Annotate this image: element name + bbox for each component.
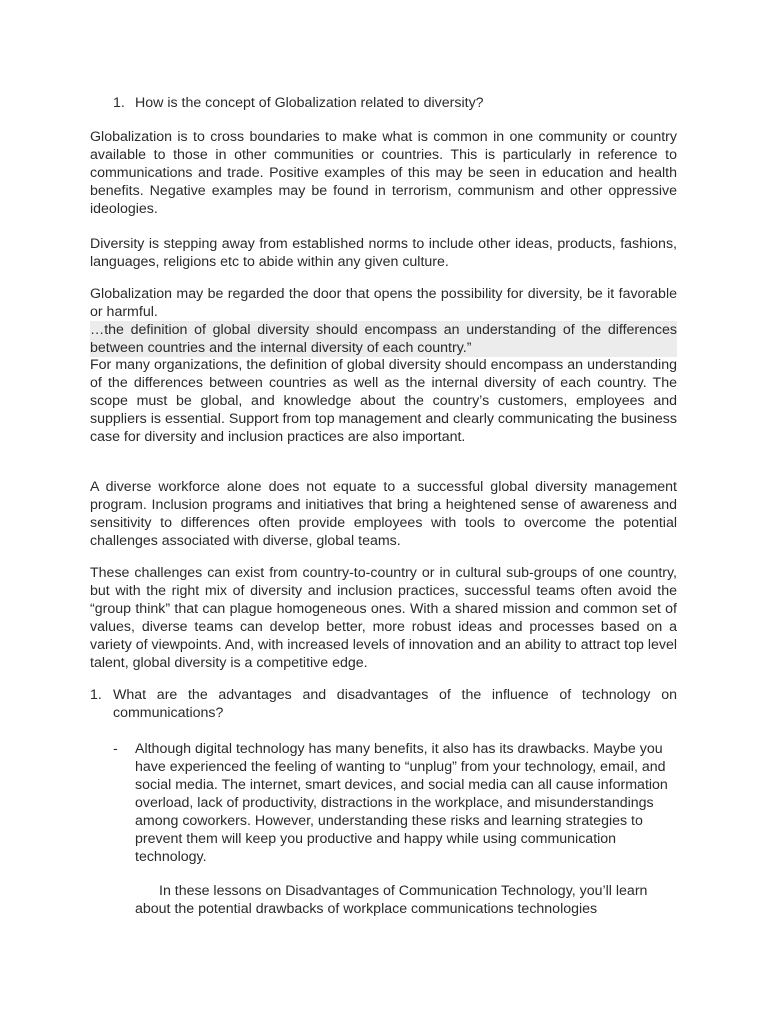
paragraph-workforce: A diverse workforce alone does not equate to a successful global diversity management program. Inclusion programs and initiatives that bring a heightened sense of awareness and sensitivity to differences often provide employees with tools to overcome the potential challenges associated with diverse, global teams. [90, 479, 677, 549]
question-1 [113, 94, 673, 112]
question-2-text: What are the advantages and disadvantages of the influence of technology on communications? [113, 687, 677, 721]
question-1-number: 1. [113, 95, 125, 111]
paragraph-challenges: These challenges can exist from country-to-country or in cultural sub-groups of one country, but with the right mix of diversity and inclusion practices, successful teams often avoid the “group think” that can plague homogeneous ones. With a shared mission and common set of values, diverse teams can develop better, more robust ideas and processes based on a variety of viewpoints. And, with increased levels of innovation and an ability to attract top level talent, global diversity is a competitive edge. [90, 565, 677, 671]
question-1-text: How is the concept of Globalization related to diversity? [135, 95, 484, 111]
paragraph-diversity: Diversity is stepping away from established norms to include other ideas, products, fashions, languages, religions etc to abide within any given culture. [90, 236, 677, 270]
paragraph-globalization: Globalization is to cross boundaries to make what is common in one community or country available to those in other communities or countries. This is particularly in reference to communications and trade. Positive examples of this may be seen in education and health benefits. Negative examples may be found in terrorism, communism and other oppressive ideologies. [90, 129, 677, 217]
lesson-paragraph: In these lessons on Disadvantages of Communication Technology, you’ll learn about the potential drawbacks of workplace communications technologies [135, 883, 648, 917]
question-2-number: 1. [90, 687, 102, 703]
paragraph-organizations: For many organizations, the definition of global diversity should encompass an understanding of the differences between countries as well as the internal diversity of each country. The scope must be global, and knowledge about the country’s customers, employees and suppliers is essential. Support from top management and clearly communicating the business case for diversity and inclusion practices are also important. [90, 357, 677, 445]
bullet-text: Although digital technology has many benefits, it also has its drawbacks. Maybe you have experienced the feeling of wanting to “unplug” from your technology, email, and social media. The internet, smart devices, and social media can all cause information overload, lack of productivity, distractions in the workplace, and misunderstandings among coworkers. However, understanding these risks and learning strategies to prevent them will keep you productive and happy while using communication technology. [135, 741, 668, 865]
quote-block: …the definition of global diversity should encompass an understanding of the differences between countries and the internal diversity of each country.” [90, 322, 677, 356]
paragraph-door: Globalization may be regarded the door that opens the possibility for diversity, be it favorable or harmful. [90, 286, 677, 320]
bullet-marker: - [113, 741, 118, 757]
bullet-item [113, 740, 673, 866]
question-2 [90, 686, 677, 722]
